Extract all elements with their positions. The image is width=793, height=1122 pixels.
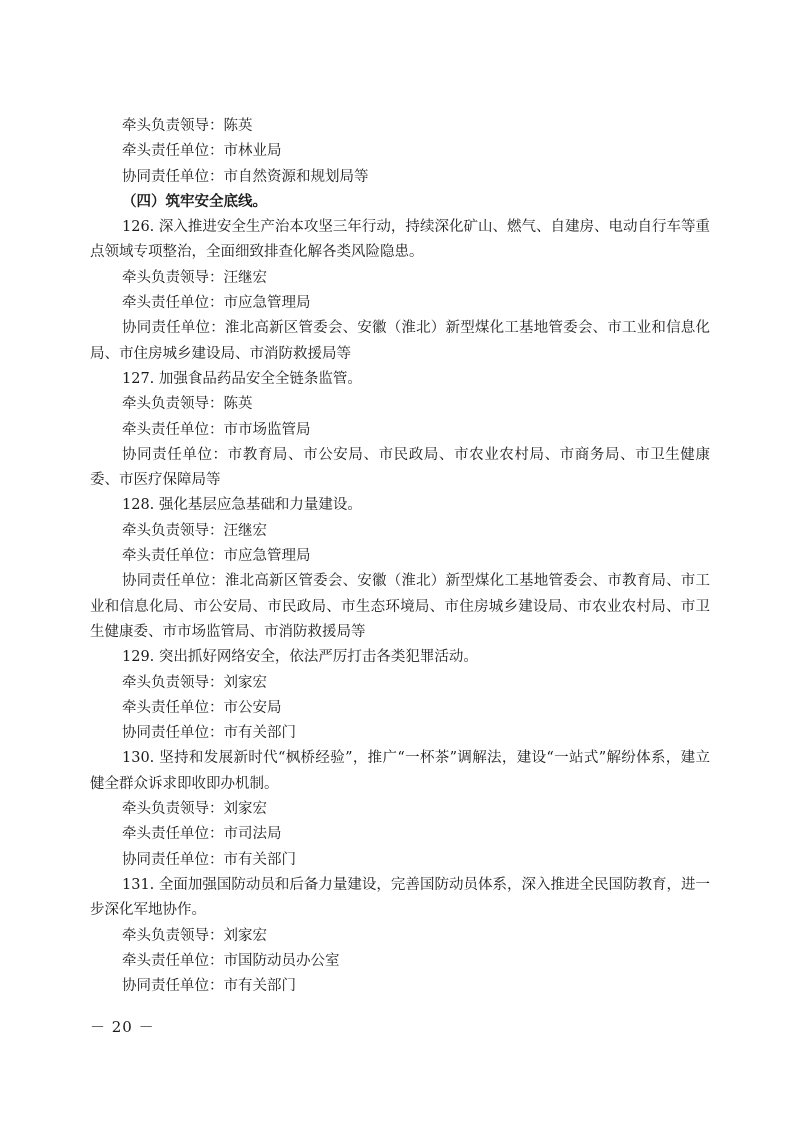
item-paragraph: 128. 强化基层应急基础和力量建设。 <box>122 497 362 514</box>
text-line: 牵头责任单位：市国防动员办公室 <box>122 952 340 969</box>
item-paragraph: 131. 全面加强国防动员和后备力量建设，完善国防动员体系，深入推进全民国防教育，进一步深化军地协作。 <box>90 876 710 919</box>
item-paragraph: 126. 深入推进安全生产治本攻坚三年行动，持续深化矿山、燃气、自建房、电动自行车等重点领域专项整治，全面细致排查化解各类风险隐患。 <box>90 219 710 261</box>
text-line: 协同责任单位：市有关部门 <box>122 851 296 868</box>
item-paragraph: 127. 加强食品药品安全全链条监管。 <box>122 370 362 387</box>
text-line: 牵头责任单位：市应急管理局 <box>122 548 311 565</box>
text-line: 牵头负责领导：汪继宏 <box>122 269 267 286</box>
text-line: 协同责任单位：市教育局、市公安局、市民政局、市农业农村局、市商务局、市卫生健康委、市医疗保障局等 <box>90 446 710 489</box>
text-line: 协同责任单位：市有关部门 <box>122 978 296 995</box>
item-paragraph: 129. 突出抓好网络安全，依法严厉打击各类犯罪活动。 <box>122 649 478 666</box>
text-line: 协同责任单位：市有关部门 <box>122 725 296 742</box>
text-line: 牵头责任单位：市公安局 <box>122 699 282 716</box>
text-line: 协同责任单位：市自然资源和规划局等 <box>122 168 369 185</box>
text-line: 牵头责任单位：市应急管理局 <box>122 295 311 312</box>
text-line: 牵头责任单位：市林业局 <box>122 143 282 160</box>
text-line: 牵头责任单位：市司法局 <box>122 826 282 843</box>
text-line: 牵头责任单位：市市场监管局 <box>122 421 311 438</box>
text-line: 牵头负责领导：陈英 <box>122 118 253 134</box>
text-line: 牵头负责领导：刘家宏 <box>122 801 267 818</box>
text-line: 牵头负责领导：刘家宏 <box>122 674 267 691</box>
text-line: 牵头负责领导：汪继宏 <box>122 522 267 539</box>
item-paragraph: 130. 坚持和发展新时代“枫桥经验”，推广“一杯茶”调解法，建设“一站式”解纷体系，建立健全群众诉求即收即办机制。 <box>90 750 710 792</box>
document-body <box>90 114 710 999</box>
text-line: 牵头负责领导：刘家宏 <box>122 927 267 944</box>
section-heading: （四）筑牢安全底线。 <box>122 193 267 210</box>
text-line: 牵头负责领导：陈英 <box>122 396 253 413</box>
page-number: － 20 － <box>90 1018 155 1036</box>
text-line: 协同责任单位：淮北高新区管委会、安徽（淮北）新型煤化工基地管委会、市教育局、市工业和信息化局、市公安局、市民政局、市生态环境局、市住房城乡建设局、市农业农村局、市卫生健康委、市市场监管局、市消防救援局等 <box>90 573 710 640</box>
text-line: 协同责任单位：淮北高新区管委会、安徽（淮北）新型煤化工基地管委会、市工业和信息化局、市住房城乡建设局、市消防救援局等 <box>90 320 710 362</box>
